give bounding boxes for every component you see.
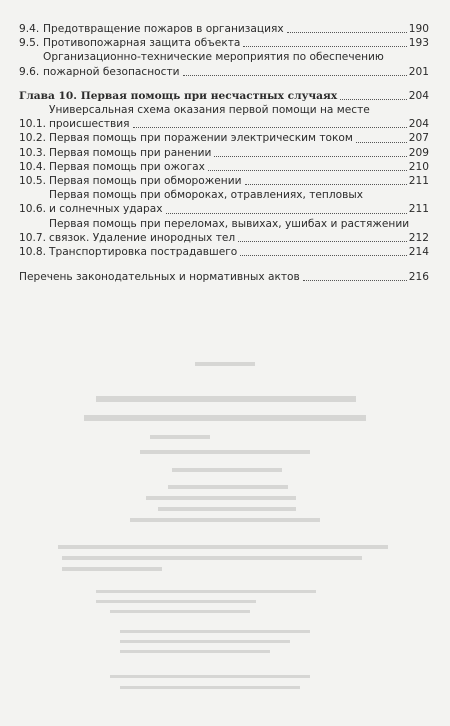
entry-page-number: 201 (408, 65, 429, 78)
dot-leader (303, 280, 407, 281)
entry-title-line: Универсальная схема оказания первой помощи на месте (49, 104, 370, 117)
chapter-number: Глава 10. (19, 89, 77, 102)
entry-page-number: 211 (408, 203, 429, 216)
section-9-entries (19, 22, 429, 79)
entry-title-line: и солнечных ударах (49, 203, 163, 216)
dot-leader (133, 127, 407, 128)
table-of-contents (19, 22, 429, 284)
entry-number: 10.4. (19, 160, 46, 173)
entry-number: 9.5. (19, 37, 40, 50)
dot-leader (183, 75, 407, 76)
toc-entry-final (19, 270, 429, 284)
dot-leader (340, 99, 407, 100)
toc-entry (19, 188, 429, 216)
entry-title-line: Транспортировка пострадавшего (49, 246, 238, 259)
entry-number: 10.8. (19, 246, 46, 259)
entry-page-number: 210 (408, 160, 429, 173)
dot-leader (238, 241, 407, 242)
toc-entry (19, 50, 429, 78)
entry-page-number: 204 (408, 118, 429, 131)
dot-leader (287, 32, 407, 33)
entry-title-line: Первая помощь при поражении электрическим током (49, 132, 353, 145)
entry-title-line: Первая помощь при переломах, вывихах, ушибах и растяжении (49, 217, 410, 230)
entry-title-line: Первая помощь при обмороках, отравлениях, тепловых (49, 189, 363, 202)
dot-leader (240, 255, 406, 256)
toc-entry (19, 174, 429, 188)
toc-entry (19, 160, 429, 174)
entry-title-line: пожарной безопасности (43, 65, 180, 78)
dot-leader (356, 142, 407, 143)
entry-title-line: Противопожарная защита объекта (43, 37, 241, 50)
entry-title-line: Первая помощь при обморожении (49, 175, 242, 188)
entry-title-line: Первая помощь при ожогах (49, 160, 205, 173)
entry-number: 9.4. (19, 23, 40, 35)
toc-entry (19, 245, 429, 259)
entry-number: 10.1. (19, 118, 46, 131)
entry-page-number: 212 (408, 231, 429, 244)
chapter-10-entries (19, 103, 429, 259)
toc-entry (19, 146, 429, 160)
chapter-title: Первая помощь при несчастных случаях (80, 89, 338, 102)
entry-title: Перечень законодательных и нормативных актов (19, 271, 300, 284)
chapter-page-number: 204 (408, 89, 429, 102)
entry-number: 10.7. (19, 231, 46, 244)
entry-page-number: 216 (408, 271, 429, 284)
entry-number: 9.6. (19, 65, 40, 78)
entry-page-number: 211 (408, 175, 429, 188)
entry-page-number: 214 (408, 246, 429, 259)
entry-page-number: 190 (408, 23, 429, 35)
dot-leader (166, 213, 407, 214)
entry-title-line: связок. Удаление инородных тел (49, 231, 236, 244)
dot-leader (208, 170, 407, 171)
chapter-10-heading (19, 89, 429, 103)
dot-leader (243, 46, 406, 47)
bleed-through-imprint (0, 300, 450, 720)
toc-entry (19, 36, 429, 50)
entry-title-line: Первая помощь при ранении (49, 146, 212, 159)
toc-entry (19, 22, 429, 36)
toc-entry (19, 103, 429, 131)
dot-leader (214, 156, 406, 157)
entry-number: 10.5. (19, 175, 46, 188)
entry-number: 10.6. (19, 203, 46, 216)
entry-title-line: Организационно-технические мероприятия по обеспечению (43, 51, 384, 64)
dot-leader (245, 184, 407, 185)
entry-page-number: 207 (408, 132, 429, 145)
entry-title-line: Предотвращение пожаров в организациях (43, 23, 284, 35)
entry-page-number: 193 (408, 37, 429, 50)
toc-entry (19, 217, 429, 245)
entry-number: 10.2. (19, 132, 46, 145)
entry-number: 10.3. (19, 146, 46, 159)
entry-page-number: 209 (408, 146, 429, 159)
entry-title-line: происшествия (49, 118, 130, 131)
toc-entry (19, 131, 429, 145)
